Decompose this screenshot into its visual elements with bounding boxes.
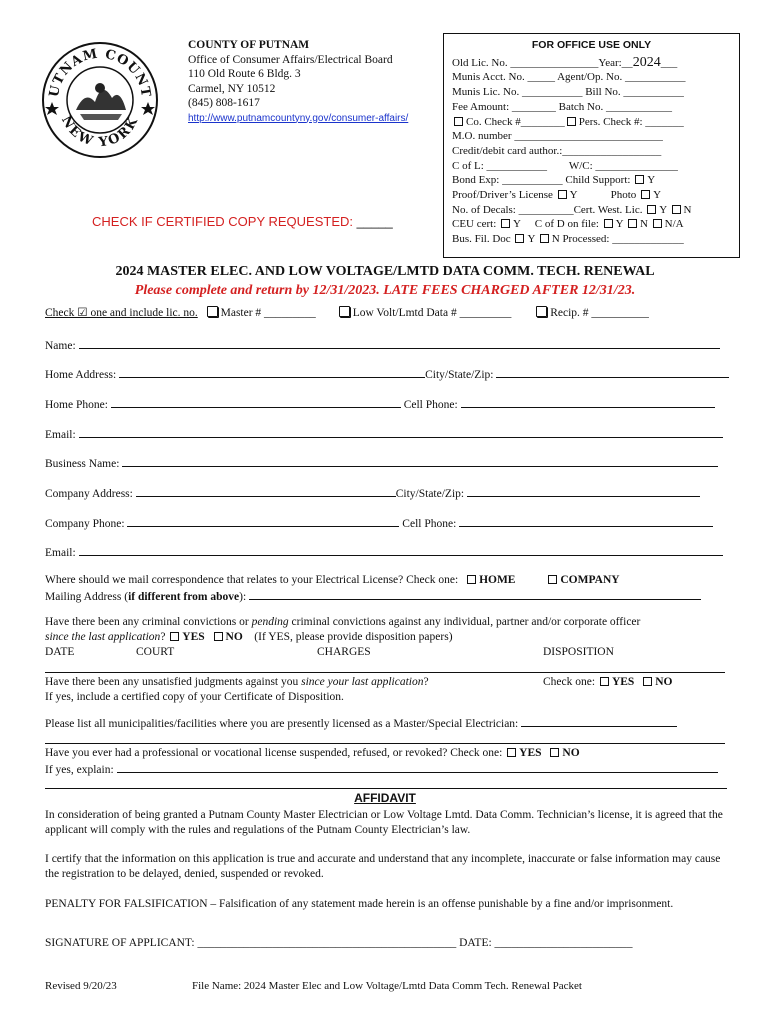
convictions-no-checkbox[interactable] bbox=[214, 632, 223, 641]
checkbox-icon[interactable] bbox=[501, 219, 510, 228]
home-checkbox[interactable] bbox=[467, 575, 476, 584]
revised-date: Revised 9/20/23 bbox=[45, 980, 117, 992]
office-use-box bbox=[443, 33, 740, 258]
suspended-explain-field[interactable]: If yes, explain: bbox=[45, 762, 718, 776]
judgments-note: If yes, include a certified copy of your Certificate of Disposition. bbox=[45, 691, 344, 703]
affidavit-paragraph-1: In consideration of being granted a Putnam County Master Electrician or Low Voltage Lmtd. Data Comm. Technician’s license, it is agreed that the applicant will comply with the rules and regulations of the Putnam County Electrician’s law. bbox=[45, 809, 723, 836]
certified-copy-label: CHECK IF CERTIFIED COPY REQUESTED: bbox=[92, 214, 354, 229]
checkbox-icon[interactable] bbox=[647, 205, 656, 214]
office-row-munis-lic: Munis Lic. No. ___________ Bill No. ___________ bbox=[452, 86, 684, 99]
recip-label: Recip. # __________ bbox=[550, 307, 649, 319]
county-name: COUNTY OF PUTNAM bbox=[188, 39, 310, 51]
judgments-question: Have there been any unsatisfied judgments against you since your last application? Check one: YES NO bbox=[45, 676, 673, 688]
file-name: File Name: 2024 Master Elec and Low Voltage/Lmtd Data Comm Tech. Renewal Packet bbox=[192, 980, 582, 992]
checkbox-icon[interactable] bbox=[672, 205, 681, 214]
mailing-address-field[interactable]: Mailing Address (if different from above): bbox=[45, 589, 701, 603]
mail-pref-question: Where should we mail correspondence that relates to your Electrical License? Check one: HOME COMPANY bbox=[45, 574, 620, 586]
master-checkbox[interactable] bbox=[207, 306, 218, 317]
county-office: Office of Consumer Affairs/Electrical Board bbox=[188, 53, 393, 66]
form-deadline: Please complete and return by 12/31/2023. LATE FEES CHARGED AFTER 12/31/23. bbox=[134, 283, 636, 298]
office-row-col: C of L: ___________ W/C: _______________ bbox=[452, 159, 678, 172]
municipalities-field[interactable]: Please list all municipalities/facilities where you are presently licensed as a Master/Special Electrician: bbox=[45, 716, 677, 730]
office-row-ceu: CEU cert: Y C of D on file: Y N N/A bbox=[452, 218, 684, 231]
email-field[interactable]: Email: bbox=[45, 427, 723, 441]
lowvolt-label: Low Volt/Lmtd Data # _________ bbox=[352, 307, 512, 319]
checkbox-icon[interactable] bbox=[628, 219, 637, 228]
checkbox-icon[interactable] bbox=[567, 117, 576, 126]
checkbox-icon[interactable] bbox=[604, 219, 613, 228]
company-checkbox[interactable] bbox=[548, 575, 557, 584]
affidavit-heading: AFFIDAVIT bbox=[354, 791, 416, 805]
county-address bbox=[188, 38, 408, 126]
checkbox-icon[interactable] bbox=[635, 175, 644, 184]
business-name-field[interactable]: Business Name: bbox=[45, 456, 718, 470]
office-row-munis-acct: Munis Acct. No. _____ Agent/Op. No. ___________ bbox=[452, 71, 686, 84]
county-website-link[interactable]: http://www.putnamcountyny.gov/consumer-affairs/ bbox=[188, 112, 409, 124]
checkbox-icon[interactable] bbox=[653, 219, 662, 228]
checkbox-icon[interactable] bbox=[515, 234, 524, 243]
checkbox-icon[interactable] bbox=[540, 234, 549, 243]
convictions-line[interactable] bbox=[45, 672, 725, 673]
convictions-answer: since the last application? YES NO (If YES, please provide disposition papers) bbox=[45, 631, 453, 643]
suspended-yes-checkbox[interactable] bbox=[507, 748, 516, 757]
home-address-field[interactable]: Home Address: City/State/Zip: bbox=[45, 367, 729, 381]
license-type-select bbox=[45, 305, 649, 319]
seal-top-text: UTNAM COUNT bbox=[46, 46, 154, 99]
county-phone: (845) 808-1617 bbox=[188, 97, 260, 109]
master-label: Master # _________ bbox=[220, 307, 316, 319]
signature-line[interactable]: SIGNATURE OF APPLICANT: _____________________________________________ DATE: ________________________ bbox=[45, 937, 633, 949]
form-title: 2024 MASTER ELEC. AND LOW VOLTAGE/LMTD DATA COMM. TECH. RENEWAL bbox=[115, 264, 655, 279]
home-phone-field[interactable]: Home Phone: Cell Phone: bbox=[45, 397, 715, 411]
office-row-bond: Bond Exp: ___________ Child Support: Y bbox=[452, 174, 656, 187]
office-row-check: Co. Check #________ Pers. Check #: _______ bbox=[452, 115, 731, 130]
suspended-question: Have you ever had a professional or vocational license suspended, refused, or revoked? Check one: YES NO bbox=[45, 747, 580, 759]
office-row-bus-fil: Bus. Fil. Doc Y N Processed: _____________ bbox=[452, 233, 684, 246]
col-charges: CHARGES bbox=[317, 646, 371, 658]
col-date: DATE bbox=[45, 646, 75, 658]
affidavit-paragraph-2: I certify that the information on this application is true and accurate and understand that any incomplete, inaccurate or false information may cause the registration to be delayed, denied, suspended or revoked. bbox=[45, 853, 721, 880]
checkbox-icon[interactable] bbox=[558, 190, 567, 199]
office-row-proof: Proof/Driver’s License Y Photo Y bbox=[452, 189, 662, 202]
municipalities-line-2[interactable] bbox=[45, 743, 725, 744]
certified-copy-request[interactable] bbox=[92, 214, 393, 229]
office-row-mo: M.O. number ___________________________ bbox=[452, 130, 663, 143]
company-phone-field[interactable]: Company Phone: Cell Phone: bbox=[45, 516, 713, 530]
recip-checkbox[interactable] bbox=[536, 306, 547, 317]
suspended-no-checkbox[interactable] bbox=[550, 748, 559, 757]
convictions-question: Have there been any criminal convictions or pending criminal convictions against any individual, partner and/or corporate officer bbox=[45, 616, 641, 628]
company-address-field[interactable]: Company Address: City/State/Zip: bbox=[45, 486, 700, 500]
office-row-old-lic: Old Lic. No. ________________Year:__2024___ bbox=[452, 54, 678, 70]
col-disposition: DISPOSITION bbox=[543, 646, 614, 658]
seal-bottom-text: NEW YORK bbox=[57, 113, 142, 151]
checkbox-icon[interactable] bbox=[641, 190, 650, 199]
office-row-fee: Fee Amount: ________ Batch No. ____________ bbox=[452, 100, 672, 113]
office-row-credit: Credit/debit card author.:__________________ bbox=[452, 144, 662, 157]
company-email-field[interactable]: Email: bbox=[45, 545, 723, 559]
name-field[interactable]: Name: bbox=[45, 338, 720, 352]
col-court: COURT bbox=[136, 646, 175, 658]
checkbox-icon[interactable] bbox=[454, 117, 463, 126]
lowvolt-checkbox[interactable] bbox=[339, 306, 350, 317]
license-select-intro: Check ☑ one and include lic. no. bbox=[45, 307, 198, 319]
county-street: 110 Old Route 6 Bldg. 3 bbox=[188, 68, 301, 80]
judgments-no-checkbox[interactable] bbox=[643, 677, 652, 686]
penalty-statement: PENALTY FOR FALSIFICATION – Falsification of any statement made herein is an offense punishable by a fine and/or imprisonment. bbox=[45, 898, 674, 910]
convictions-yes-checkbox[interactable] bbox=[170, 632, 179, 641]
certified-copy-blank[interactable]: _____ bbox=[356, 214, 393, 229]
judgments-yes-checkbox[interactable] bbox=[600, 677, 609, 686]
county-city: Carmel, NY 10512 bbox=[188, 82, 276, 95]
county-seal bbox=[40, 40, 160, 160]
affidavit-divider bbox=[45, 788, 727, 789]
office-use-header: FOR OFFICE USE ONLY bbox=[531, 39, 652, 51]
office-row-decals: No. of Decals: __________Cert. West. Lic. Y N bbox=[452, 203, 692, 216]
